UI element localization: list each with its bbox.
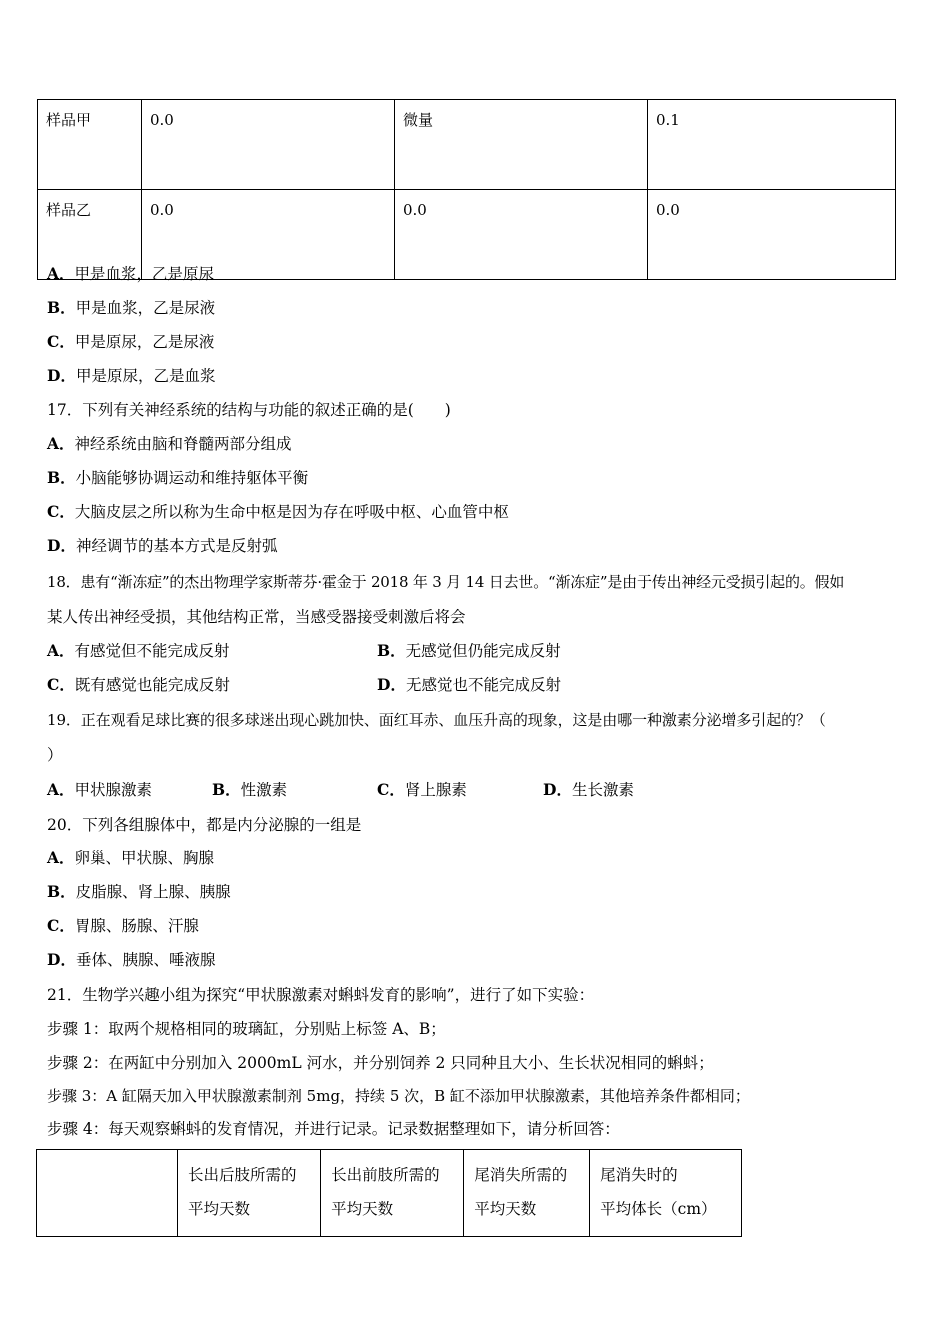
q18-option-b: B．无感觉但仍能完成反射 — [377, 641, 561, 660]
q19-stem-line1: 19．正在观看足球比赛的很多球迷出现心跳加快、面红耳赤、血压升高的现象，这是由哪一种激素分泌增多引起的？（ — [47, 711, 826, 729]
table-header-cell: 长出后肢所需的 平均天数 — [178, 1150, 321, 1237]
q16-option-b: B．甲是血浆，乙是尿液 — [47, 298, 216, 317]
table-cell: 样品乙 — [38, 190, 142, 280]
q17-option-c: C．大脑皮层之所以称为生命中枢是因为存在呼吸中枢、心血管中枢 — [47, 502, 509, 521]
q20-option-b: B．皮脂腺、肾上腺、胰腺 — [47, 882, 231, 901]
q16-option-d: D．甲是原尿，乙是血浆 — [47, 366, 216, 385]
q16-option-c: C．甲是原尿，乙是尿液 — [47, 332, 215, 351]
q21-stem: 21．生物学兴趣小组为探究“甲状腺激素对蝌蚪发育的影响”，进行了如下实验： — [47, 986, 595, 1004]
table-header-cell: 尾消失所需的 平均天数 — [464, 1150, 590, 1237]
sample-table — [37, 99, 896, 280]
table-cell: 0.1 — [648, 100, 896, 190]
q17-option-b: B．小脑能够协调运动和维持躯体平衡 — [47, 468, 309, 487]
q21-step-1: 步骤 1：取两个规格相同的玻璃缸，分别贴上标签 A、B； — [47, 1020, 446, 1038]
q20-option-d: D．垂体、胰腺、唾液腺 — [47, 950, 216, 969]
q19-option-a: A．甲状腺激素 — [47, 780, 153, 799]
q17-option-d: D．神经调节的基本方式是反射弧 — [47, 536, 278, 555]
q17-option-a: A．神经系统由脑和脊髓两部分组成 — [47, 434, 292, 453]
table-header-cell — [37, 1150, 178, 1237]
table-cell: 样品甲 — [38, 100, 142, 190]
q21-step-3: 步骤 3：A 缸隔天加入甲状腺激素制剂 5mg，持续 5 次，B 缸不添加甲状腺激素，其他培养条件都相同； — [47, 1087, 750, 1105]
q18-stem-line1: 18．患有“渐冻症”的杰出物理学家斯蒂芬·霍金于 2018 年 3 月 14 日去世。“渐冻症”是由于传出神经元受损引起的。假如 — [47, 573, 845, 591]
q16-option-a: A．甲是血浆，乙是原尿 — [47, 264, 215, 283]
q19-option-b: B．性激素 — [212, 780, 288, 799]
table-row — [38, 100, 896, 190]
q21-step-2: 步骤 2：在两缸中分别加入 2000mL 河水，并分别饲养 2 只同种且大小、生长状况相同的蝌蚪； — [47, 1054, 714, 1072]
table-header-cell: 长出前肢所需的 平均天数 — [321, 1150, 464, 1237]
table-cell: 0.0 — [142, 190, 395, 280]
table-cell: 0.0 — [648, 190, 896, 280]
table-header-cell: 尾消失时的 平均体长（cm） — [590, 1150, 742, 1237]
table-cell: 微量 — [395, 100, 648, 190]
q19-stem-line2: ） — [47, 746, 63, 764]
q19-option-c: C．肾上腺素 — [377, 780, 467, 799]
tadpole-data-table — [36, 1149, 742, 1237]
q21-step-4: 步骤 4：每天观察蝌蚪的发育情况，并进行记录。记录数据整理如下，请分析回答： — [47, 1120, 620, 1138]
q20-stem: 20．下列各组腺体中，都是内分泌腺的一组是 — [47, 816, 362, 834]
q19-option-d: D．生长激素 — [543, 780, 634, 799]
q20-option-c: C．胃腺、肠腺、汗腺 — [47, 916, 199, 935]
table-header-row — [37, 1150, 742, 1237]
q18-stem-line2: 某人传出神经受损，其他结构正常，当感受器接受刺激后将会 — [47, 608, 466, 626]
table-cell: 0.0 — [142, 100, 395, 190]
q17-stem: 17．下列有关神经系统的结构与功能的叙述正确的是( ) — [47, 401, 451, 419]
table-cell: 0.0 — [395, 190, 648, 280]
q18-option-c: C．既有感觉也能完成反射 — [47, 675, 230, 694]
q18-option-a: A．有感觉但不能完成反射 — [47, 641, 230, 660]
q20-option-a: A．卵巢、甲状腺、胸腺 — [47, 848, 215, 867]
q18-option-d: D．无感觉也不能完成反射 — [377, 675, 561, 694]
